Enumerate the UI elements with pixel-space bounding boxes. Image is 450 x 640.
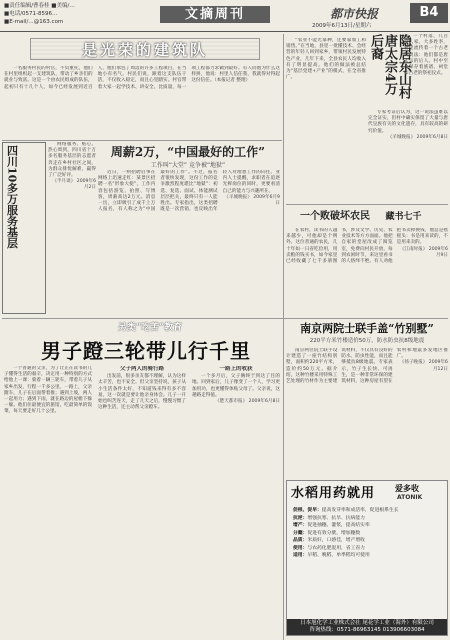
ad-feature-label: 增产： [293,523,308,528]
headline-text: 一个败破坏农民 [300,211,370,222]
headline-farmer [300,210,448,224]
article-text: “农业不能光靠种，还要靠加工和销售。”在当地，县里一批懂技术、会经营的年轻人回到家乡，带领村民发展特色产业，几年下来，全县农民人均收入有了明显提高。他们的做法被总结为“基层党建+产业”的模式，在全省推广。 [286,38,366,81]
ad-feature-text: 早稻、晚稻、单季稻均可使用 [307,553,370,558]
byline: 《羊城晚报》 2009年6月9日 [224,194,280,207]
ad-feature [293,545,443,553]
article-text: 一个多月后，父子俩终于到达了目的地。回到家后，儿子像变了一个人，学习更加用功，也更懂得体贴父母了。父亲说，这趟路走得值。 [192,374,280,398]
byline: 《江南时报》 2009年6月9日 [399,246,448,258]
divider [286,204,448,205]
vertical-headline: 四川10多万服务基层 [5,145,19,249]
article-text: 专家考证后认为，这一说法虽难以完全证实，但村中确实保留了大量与唐代皇族有关的文化遗存，具有较高的研究价值。 [368,110,448,134]
ad-feature-text: 与农药化肥混用，省工省力 [307,545,365,551]
email-line: ■E-mail/…@163.com [4,19,64,25]
article-body-tricycle [4,366,280,636]
article-body-county [286,38,366,198]
newspaper-logo: 都市快报 [330,7,379,21]
ad-feature-text: 促进抽穗、灌浆，提高结实率 [307,523,370,528]
headline-village: 是光荣的建筑队 [30,38,260,60]
ad-feature-label: 使用： [293,545,308,551]
section-title: 文摘周刊 [160,6,270,23]
brand-logo: 爱多收 [395,484,419,493]
deck-text: 网络服务、贴心、热心周到，四川省十万多名服务基层的志愿者奔走在乡村社区之间，为群众排忧解难，赢得了广泛好评。 [48,142,96,179]
byline: 《半月谈》 2009年6月2日 [52,179,96,191]
headline-job: 周薪2万，“中国最好的工作” [110,145,266,159]
phone-line: ■电话/0571-8596… [4,11,58,17]
ad-feature [293,537,443,545]
advertisement[interactable] [286,480,448,636]
divider [2,140,282,141]
ad-feature-text: 米质好，口感佳，增产增收 [307,538,365,543]
vertical-headline-box [2,142,46,314]
ad-feature [293,507,443,515]
ad-feature [293,530,443,538]
ad-feature-label: 适用： [293,553,308,558]
ad-phone: 咨询热线：0571-86963145 013906603084 [309,627,425,633]
subheadline-job: 工作叫“大堂” 竞争被“地狱” [150,162,226,170]
ad-feature [293,552,443,560]
eyebrow: 另类“吃苦”教育 [117,323,183,333]
ad-feature-label: 抗逆： [293,515,308,521]
subheading: 父子两人的骑行路 [119,366,164,372]
ad-feature-text: 促进有效分蘖，增加穗数 [307,530,361,536]
side-deck [48,142,96,314]
brand-logo-latin: ATONIK [397,494,423,501]
article-text: 在农村，读书的人越来越少，可他却是个例外。这位普通的农民，几十年如一日省吃俭用，用卖粮的钱买书，如今家里已经收藏了七千多册图书，涉及文学、历史、农业技术等方方面面。他把自家的堂屋改成了阅览室，免费向村民开放，每到农闲时节，来这里看书的人络绎不绝。有人劝他把书卖掉换钱，他总是摇摇头：书是用来读的，不是用来卖的。 [286,228,448,265]
article-body-village [4,66,280,138]
divider [2,318,448,319]
article-text: 南京两位院士联手设计建造了一座竹结构别墅，面积约220平方米，造价约50万元。据介绍，这种竹楼采用特殊工艺处理的竹材作为主要建筑材料，不仅具有良好的防水、防虫性能，而且能够抵抗8级地震。专家表示，竹子生长快、可再生，是一种非常环保的建筑材料，这种房屋有望在农村和地震多发地区推广。 [286,348,448,385]
ad-feature [293,522,443,530]
ad-feature [293,515,443,523]
subheading: 一路上的收获 [219,366,253,372]
ad-company: 日本旭化学工业株式会社 尾花学工业（海外）有限公司 [300,620,434,626]
article-body-job [98,170,280,316]
article-text: 一个普通的父亲，为了让正在读书的儿子懂得生活的艰辛，决定用一种特别的方式给他上一课：骑着一辆三轮车，带着儿子从家乡出发，行程一千多公里。一路上，父亲蹬车，儿子在后面帮着推；遇到上坡，两人一起用力；遇到下雨，就在路边的屋檐下躲一躲。他们住最便宜的旅馆，吃最简单的饭菜，每天要走好几十公里。 [4,366,92,415]
vertical-headline: 隐居东山村唐太宗4万后裔 [368,34,411,99]
issue-date: 2009年6月13日/星期六 [312,23,372,29]
ad-feature-text: 增强抗寒、抗旱、抗病能力 [307,515,365,521]
headline-tricycle: 男子蹬三轮带儿行千里 [41,339,251,363]
page-header [0,0,450,32]
ad-feature-text: 提高发芽率和成活率，促进根系生长 [321,508,399,513]
ad-footer [287,619,447,635]
article-text: 近日，一则招聘启事在网络上迅速走红：某景区招聘一名“形象大使”，工作内容包括游览、拍照、写博客，周薪高达2万元。消息一出，立即吸引了成千上万人报名，有人称之为“中国最好的工作”。不过，报名者很快发现，这份工作的竞争激烈程度堪比“地狱”：初选、复选、面试、体能测试层层把关，最终只有一人能胜出。专家指出，这类招聘既是一次营销，也反映出年轻人对理想工作的向往。业内人士提醒，求职者在追逐光鲜岗位的同时，更要看清自己的能力与兴趣所在。 [98,170,280,213]
ad-feature-label: 品质： [293,538,308,543]
editor-line: ■责任编辑/曹春桂 ■美编/… [4,3,75,9]
page-number: B4 [410,3,448,23]
vertical-headline-box [368,34,411,108]
article-text: 一名服务村民的村官，不负重托，他们在村里组织起一支建筑队，带动了乡亲们的就业与致富。这是一个由农民组成的队伍，起初只有十几个人，如今已经发展到近百人，他们承包了周边的许多工程项目，在当地小有名气。村民们说，跟着这支队伍干活，不仅收入稳定，而且心里踏实。村官带着大家一起学技术、讲安全、比质量，每一项工程都力求做到最好。有人问他为什么这样拼，他说：村里人信任我，我就得对得起这份信任。（本报记者 整理） [4,66,280,90]
article-text: 出发前，很多亲友都不理解，认为这样太辛苦，也不安全。但父亲坚持说，孩子从小生活条件太好，不知道钱来得有多不容易，这一次就是要让他亲身体会。儿子一开始也叫苦连天，走了几天之后，慢慢习惯了这种生活，还主动帮父亲蹬车。 [98,374,186,411]
article-column [368,110,448,200]
ad-headline: 水稻用药就用 [291,486,376,501]
ad-feature-list [293,507,443,560]
article-body-farmer [286,228,448,320]
article-text: 一个村落，几百户人家，大多姓李，村里流传着一个古老的说法：他们都是唐太宗的后人。村中至今保存着族谱、祠堂和古老的祭祀仪式。 [404,34,448,77]
headline-bamboo: 南京两院士联手盖“竹别墅” [300,322,434,335]
article-body-bamboo [286,348,448,478]
ad-feature-label: 促根、促早： [293,508,322,513]
byline: 《羊城晚报》 2009年6月8日 [387,134,448,140]
editor-info [4,2,124,26]
headline-block [98,144,278,170]
byline: 《楚天都市报》 2009年6月8日 [215,399,280,405]
divider [283,34,284,640]
headline-tag: 藏书七千 [385,212,422,222]
subheadline-bamboo: 220平方米竹楼造价50万，防水防虫抗8级地震 [309,338,425,344]
ad-feature-label: 分蘖： [293,530,308,536]
byline: 《扬子晚报》 2009年6月12日 [399,360,448,372]
